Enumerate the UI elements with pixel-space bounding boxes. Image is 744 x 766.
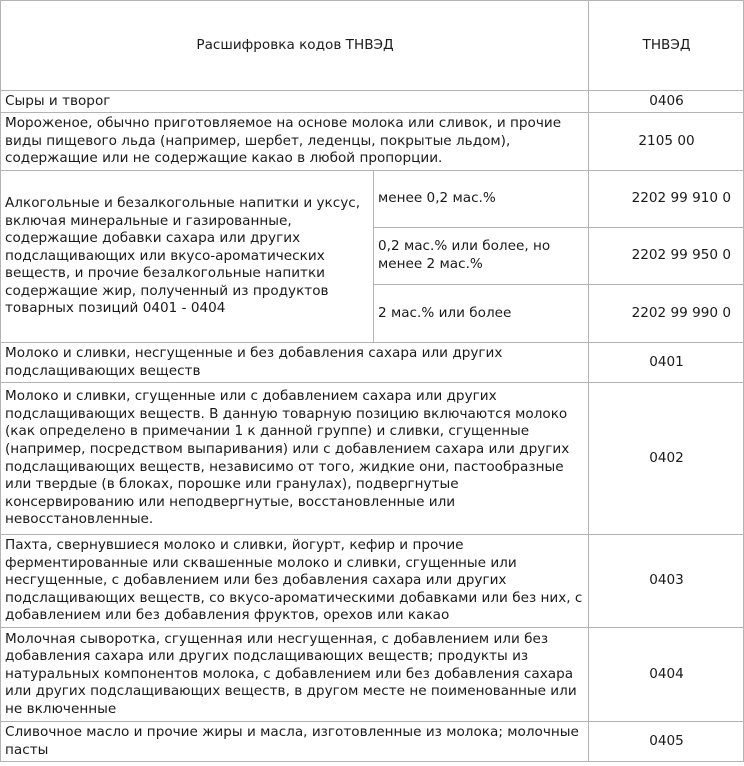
row-description: Пахта, свернувшиеся молоко и сливки, йогурт, кефир и прочие ферментированные или сквашенные молоко и сливки, сгущенные или несгущенные, с добавлением или без добавления сахара или других подслащивающих веществ, со вкусо-ароматическими добавками или без них, с добавлением или без добавления фруктов, орехов или какао: [1, 535, 589, 628]
row-code: 0406: [589, 91, 744, 113]
row-code: 0403: [589, 535, 744, 628]
beverage-code: 2202 99 990 0: [589, 285, 744, 343]
row-description: Сливочное масло и прочие жиры и масла, изготовленные из молока; молочные пасты: [1, 722, 589, 762]
row-description: Мороженое, обычно приготовляемое на основе молока или сливок, и прочие виды пищевого льда (например, шербет, леденцы, покрытые льдом), содержащие или не содержащие какао в любой пропорции.: [1, 113, 589, 171]
row-code: 0401: [589, 343, 744, 383]
row-code: 2105 00: [589, 113, 744, 171]
table-row: [1, 628, 744, 722]
beverage-condition: менее 0,2 мас.%: [374, 171, 589, 228]
table-row: [1, 722, 744, 762]
row-code: 0404: [589, 628, 744, 722]
header-description: Расшифровка кодов ТНВЭД: [1, 1, 589, 91]
table-row: [1, 113, 744, 171]
header-row: [1, 1, 744, 91]
beverage-code: 2202 99 910 0: [589, 171, 744, 228]
row-description: Сыры и творог: [1, 91, 589, 113]
row-code: 0402: [589, 383, 744, 535]
table-row: [1, 383, 744, 535]
table-row-beverages: [1, 171, 744, 228]
table-row: [1, 91, 744, 113]
row-code: 0405: [589, 722, 744, 762]
row-description: Молоко и сливки, несгущенные и без добавления сахара или других подслащивающих веществ: [1, 343, 589, 383]
table-row: [1, 535, 744, 628]
row-description: Молоко и сливки, сгущенные или с добавлением сахара или других подслащивающих веществ. В данную товарную позицию включаются молоко (как определено в примечании 1 к данной группе) и сливки, сгущенные (например, посредством выпаривания) или с добавлением сахара или других подслащивающих веществ, независимо от того, жидкие они, пастообразные или твердые (в блоках, порошке или гранулах), подвергнутые консервированию или неподвергнутые, восстановленные или невосстановленные.: [1, 383, 589, 535]
header-code: ТНВЭД: [589, 1, 744, 91]
beverage-condition: 2 мас.% или более: [374, 285, 589, 343]
table-row: [1, 343, 744, 383]
beverage-condition: 0,2 мас.% или более, но менее 2 мас.%: [374, 228, 589, 285]
row-description: Молочная сыворотка, сгущенная или несгущенная, с добавлением или без добавления сахара или других подслащивающих веществ; продукты из натуральных компонентов молока, с добавлением или без добавления сахара или других подслащивающих веществ, в другом месте не поименованные или не включенные: [1, 628, 589, 722]
beverages-description: Алкогольные и безалкогольные напитки и уксус, включая минеральные и газированные, содержащие добавки сахара или других подслащивающих или вкусо-ароматических веществ, и прочие безалкогольные напитки содержащие жир, полученный из продуктов товарных позиций 0401 - 0404: [1, 171, 374, 343]
beverage-code: 2202 99 950 0: [589, 228, 744, 285]
